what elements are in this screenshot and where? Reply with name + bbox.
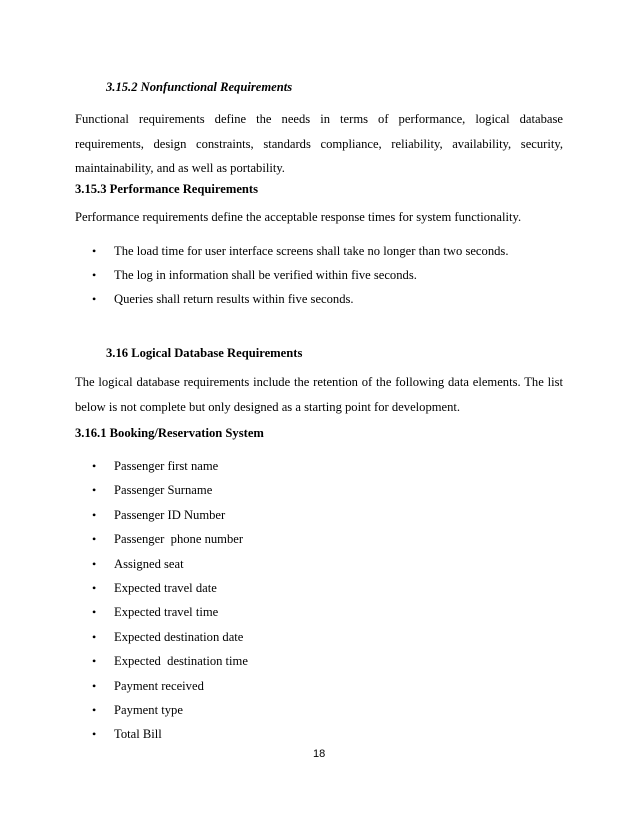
bullet-icon: • [92,630,97,644]
bullet-icon: • [92,679,97,693]
bullet-icon: • [92,459,97,473]
bullet-icon: • [92,703,97,717]
list-item-text: Total Bill [114,727,162,741]
list-item-text: Expected destination date [114,630,244,644]
list-item [92,459,218,474]
list-item-text: Payment type [114,703,183,717]
bullet-icon: • [92,557,97,571]
bullet-icon: • [92,581,97,595]
list-item [92,679,204,694]
heading-3-15-2: 3.15.2 Nonfunctional Requirements [106,80,293,94]
bullet-icon: • [92,483,97,497]
list-item-text: Passenger Surname [114,483,213,497]
bullet-icon: • [92,508,97,522]
list-item-text: Queries shall return results within five seconds. [114,292,354,306]
list-item [92,268,417,283]
bullet-icon: • [92,727,97,741]
list-item-text: The load time for user interface screens shall take no longer than two seconds. [114,244,509,258]
list-item [92,244,508,259]
list-item-text: Assigned seat [114,557,184,571]
bullet-icon: • [92,292,97,306]
list-item-text: Passenger first name [114,459,219,473]
list-item-text: Passenger ID Number [114,508,226,522]
list-item-text: Payment received [114,679,204,693]
list-item [92,703,183,718]
bullet-icon: • [92,605,97,619]
heading-3-15-3: 3.15.3 Performance Requirements [75,182,259,196]
list-item [92,508,225,523]
list-item [92,581,217,596]
list-item [92,292,354,307]
list-item-text: Passenger phone number [114,532,244,546]
bullet-icon: • [92,654,97,668]
page-number: 18 [313,748,326,760]
list-item-text: Expected destination time [114,654,248,668]
list-item [92,483,212,498]
paragraph-performance: Performance requirements define the acceptable response times for system functionality. [75,210,522,224]
list-item [92,557,184,572]
list-item [92,630,243,645]
paragraph-nonfunctional: Functional requirements define the needs in terms of performance, logical database requirements, design constraints, standards compliance, reliability, availability, security, maintainability, and as well as portability. [75,112,563,175]
list-item-text: Expected travel date [114,581,217,595]
heading-3-16-1: 3.16.1 Booking/Reservation System [75,426,264,440]
list-item-text: The log in information shall be verified within five seconds. [114,268,417,282]
heading-3-16: 3.16 Logical Database Requirements [106,346,303,360]
list-item [92,654,248,669]
list-item [92,532,243,547]
list-item [92,727,162,742]
bullet-icon: • [92,532,97,546]
bullet-icon: • [92,268,97,282]
paragraph-logical-database: The logical database requirements include the retention of the following data elements. The list below is not complete but only designed as a starting point for development. [75,375,563,414]
bullet-icon: • [92,244,97,258]
list-item-text: Expected travel time [114,605,219,619]
list-item [92,605,218,620]
